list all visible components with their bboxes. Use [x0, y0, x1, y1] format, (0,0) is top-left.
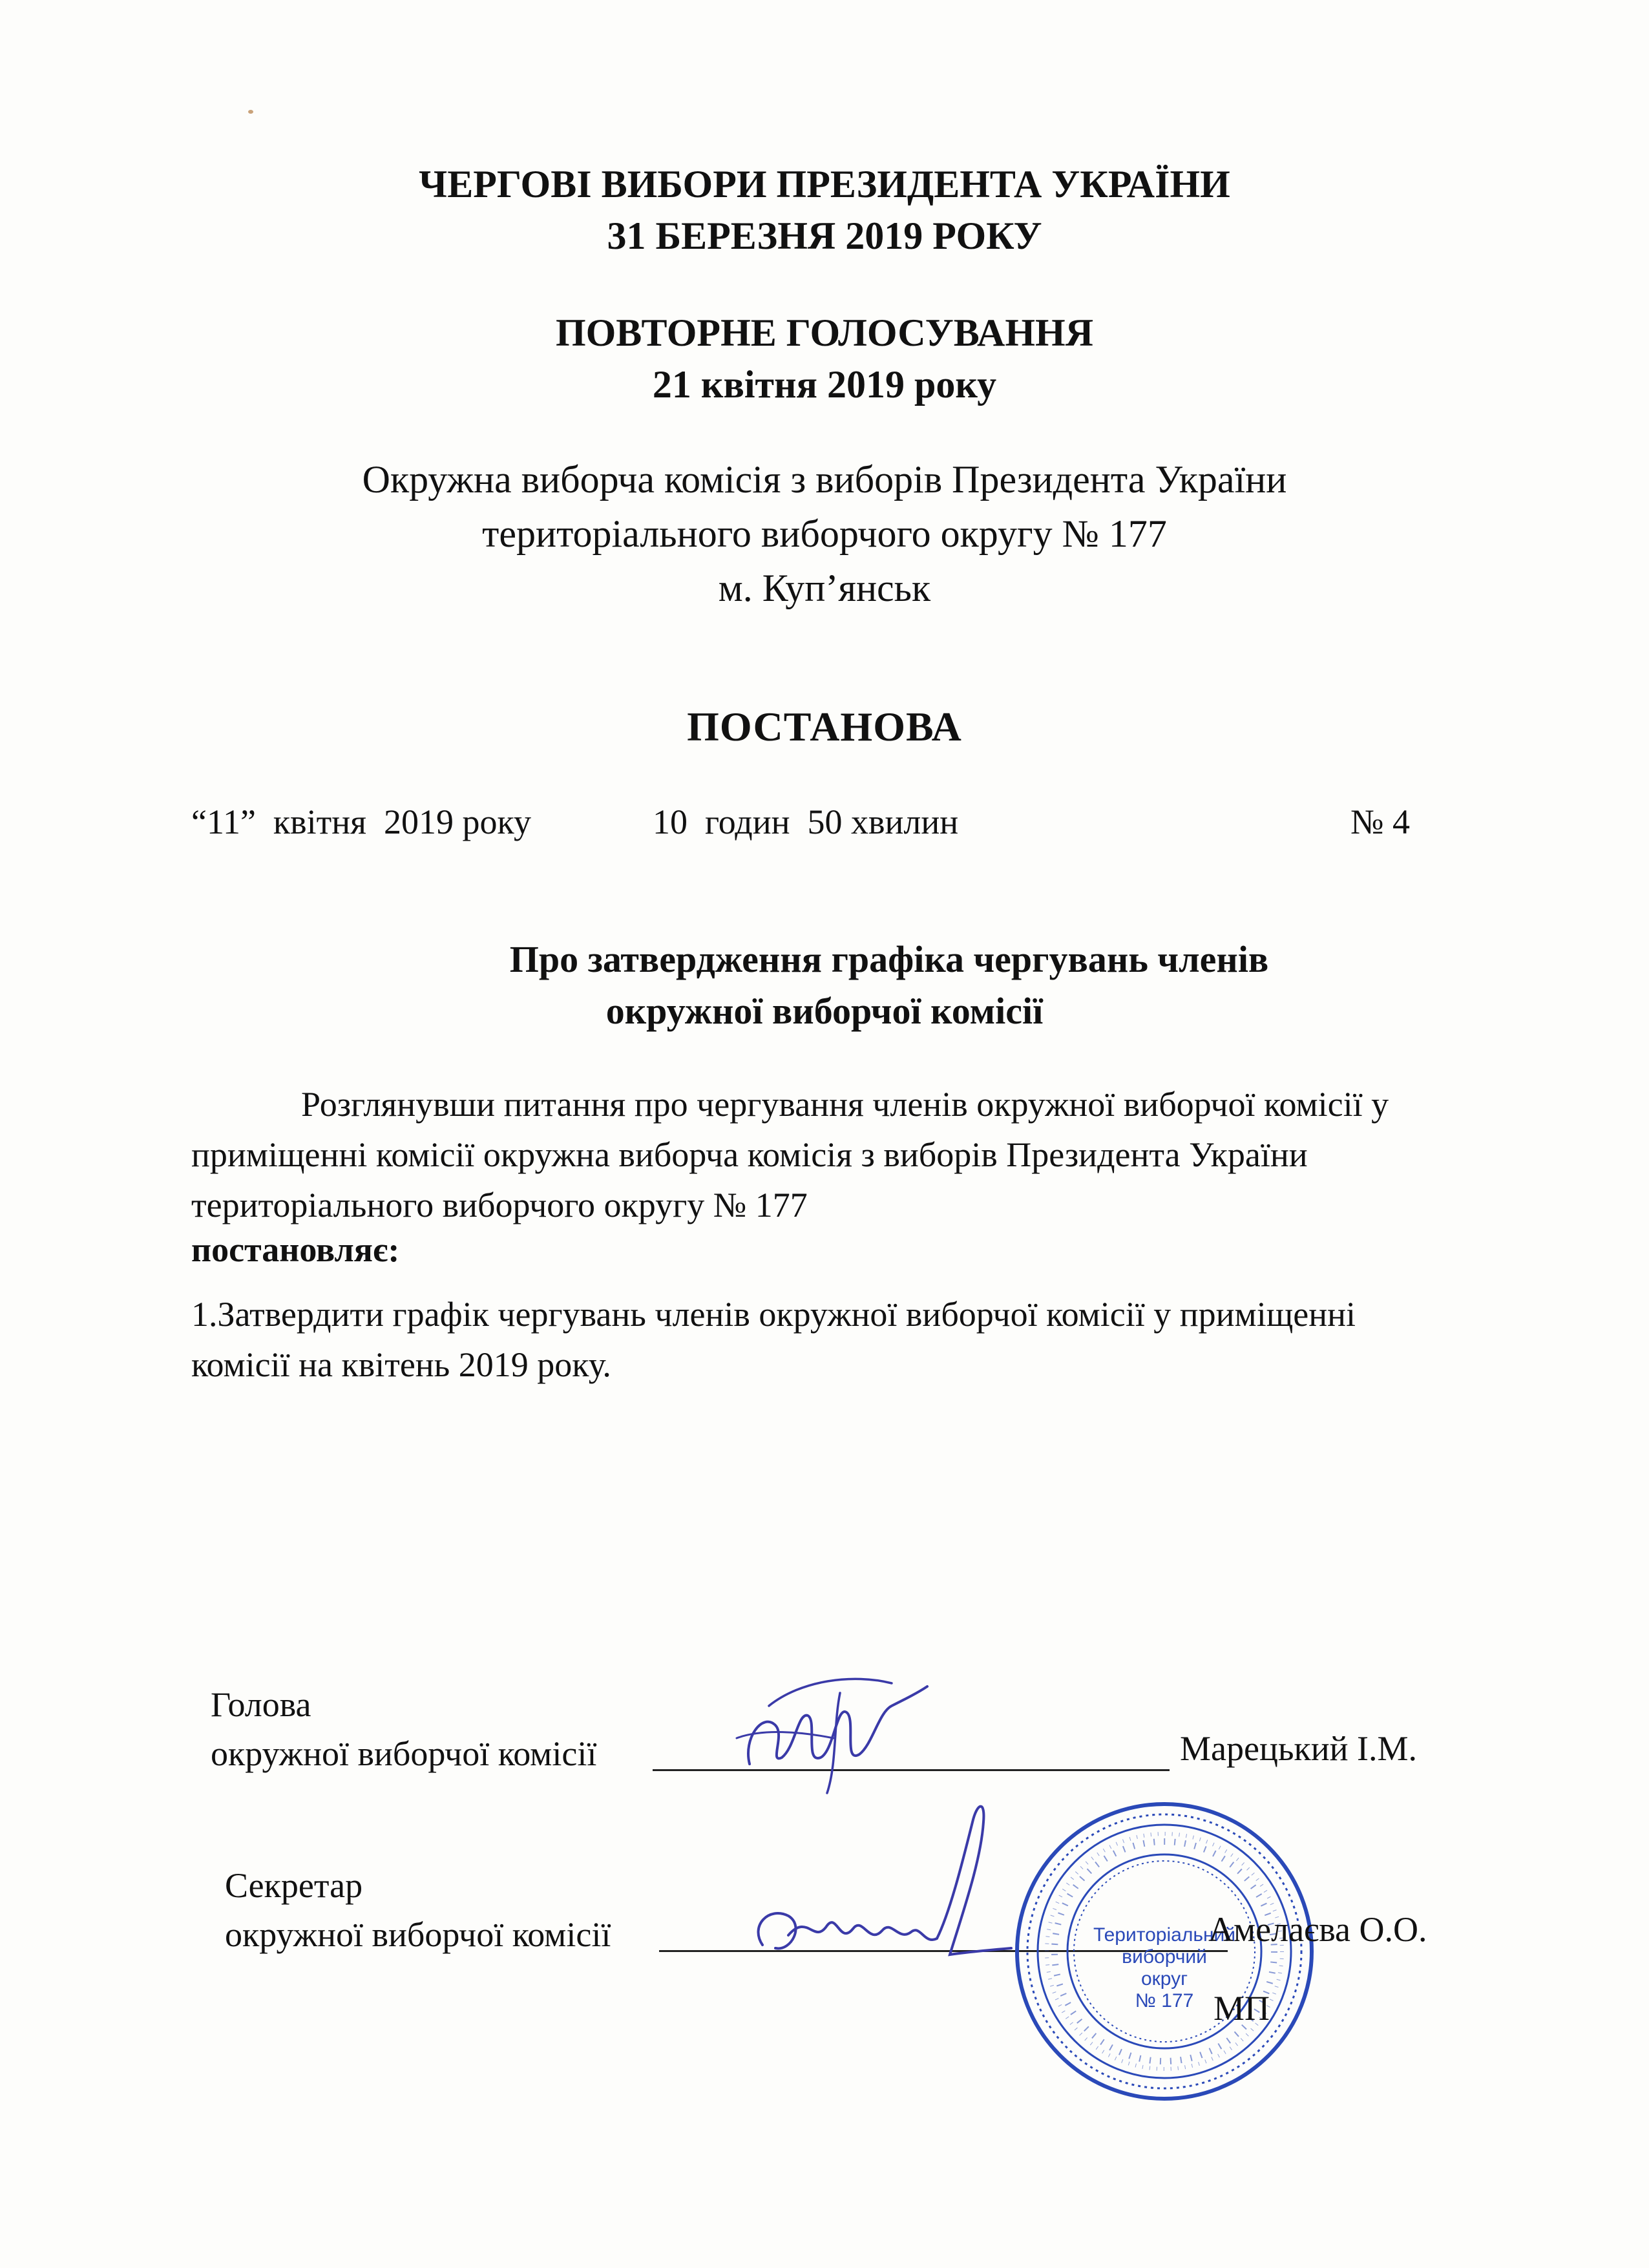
document-subject: [0, 934, 1649, 1037]
election-heading: [0, 158, 1649, 262]
secretary-signature: [743, 1783, 1014, 1977]
subject-line-2: окружної виборчої комісії: [605, 990, 1044, 1032]
item-1-line-1: 1.Затвердити графік чергувань членів окружної виборчої комісії у приміщенні: [191, 1295, 1356, 1334]
item-1-line-2: комісії на квітень 2019 року.: [191, 1345, 611, 1384]
runoff-heading: [0, 307, 1649, 410]
document-meta-row: [0, 796, 1649, 848]
stamp-line-1: Територіальний: [1093, 1924, 1236, 1946]
subject-line-1: Про затвердження графіка чергувань членів: [509, 938, 1269, 980]
secretary-title-line-1: Секретар: [225, 1866, 363, 1905]
stamp-line-2: виборчий: [1122, 1946, 1207, 1968]
commission-city: м. Куп’янськ: [718, 567, 931, 609]
document-time: 10 годин 50 хвилин: [653, 803, 959, 841]
resolution-item-1: [191, 1289, 1484, 1390]
commission-district: територіального виборчого округу № 177: [482, 512, 1167, 555]
paper-speck: [248, 110, 253, 114]
body-line-2: приміщенні комісії окружна виборча комісія з виборів Президента України: [191, 1135, 1308, 1174]
runoff-date: 21 квітня 2019 року: [652, 363, 997, 406]
body-line-1: Розглянувши питання про чергування членів окружної виборчої комісії у: [301, 1085, 1389, 1124]
runoff-title: ПОВТОРНЕ ГОЛОСУВАННЯ: [555, 311, 1094, 354]
secretary-title: [225, 1861, 611, 1959]
commission-name: Окружна виборча комісія з виборів Президента України: [362, 458, 1287, 501]
election-date: 31 БЕРЕЗНЯ 2019 РОКУ: [607, 215, 1042, 257]
head-title-line-1: Голова: [211, 1685, 311, 1724]
stamp-line-3: округ: [1140, 1968, 1188, 1990]
head-title: [211, 1680, 596, 1778]
document-number: № 4: [1350, 803, 1411, 841]
document-type: ПОСТАНОВА: [687, 704, 962, 750]
resolve-label: постановляє:: [191, 1230, 400, 1269]
election-title: ЧЕРГОВІ ВИБОРИ ПРЕЗИДЕНТА УКРАЇНИ: [419, 163, 1230, 205]
commission-heading: [0, 452, 1649, 615]
head-signature: [724, 1667, 930, 1796]
secretary-title-line-2: окружної виборчої комісії: [225, 1915, 611, 1954]
body-paragraph: [191, 1079, 1484, 1230]
document-date: “11” квітня 2019 року: [191, 803, 531, 841]
secretary-name: Амелаєва О.О.: [1208, 1910, 1427, 1949]
head-name: Марецький І.М.: [1180, 1729, 1418, 1768]
stamp-line-4: № 177: [1135, 1990, 1194, 2011]
body-line-3: територіального виборчого округу № 177: [191, 1186, 808, 1224]
seal-mark: МП: [1213, 1989, 1270, 2028]
head-title-line-2: окружної виборчої комісії: [211, 1734, 597, 1773]
